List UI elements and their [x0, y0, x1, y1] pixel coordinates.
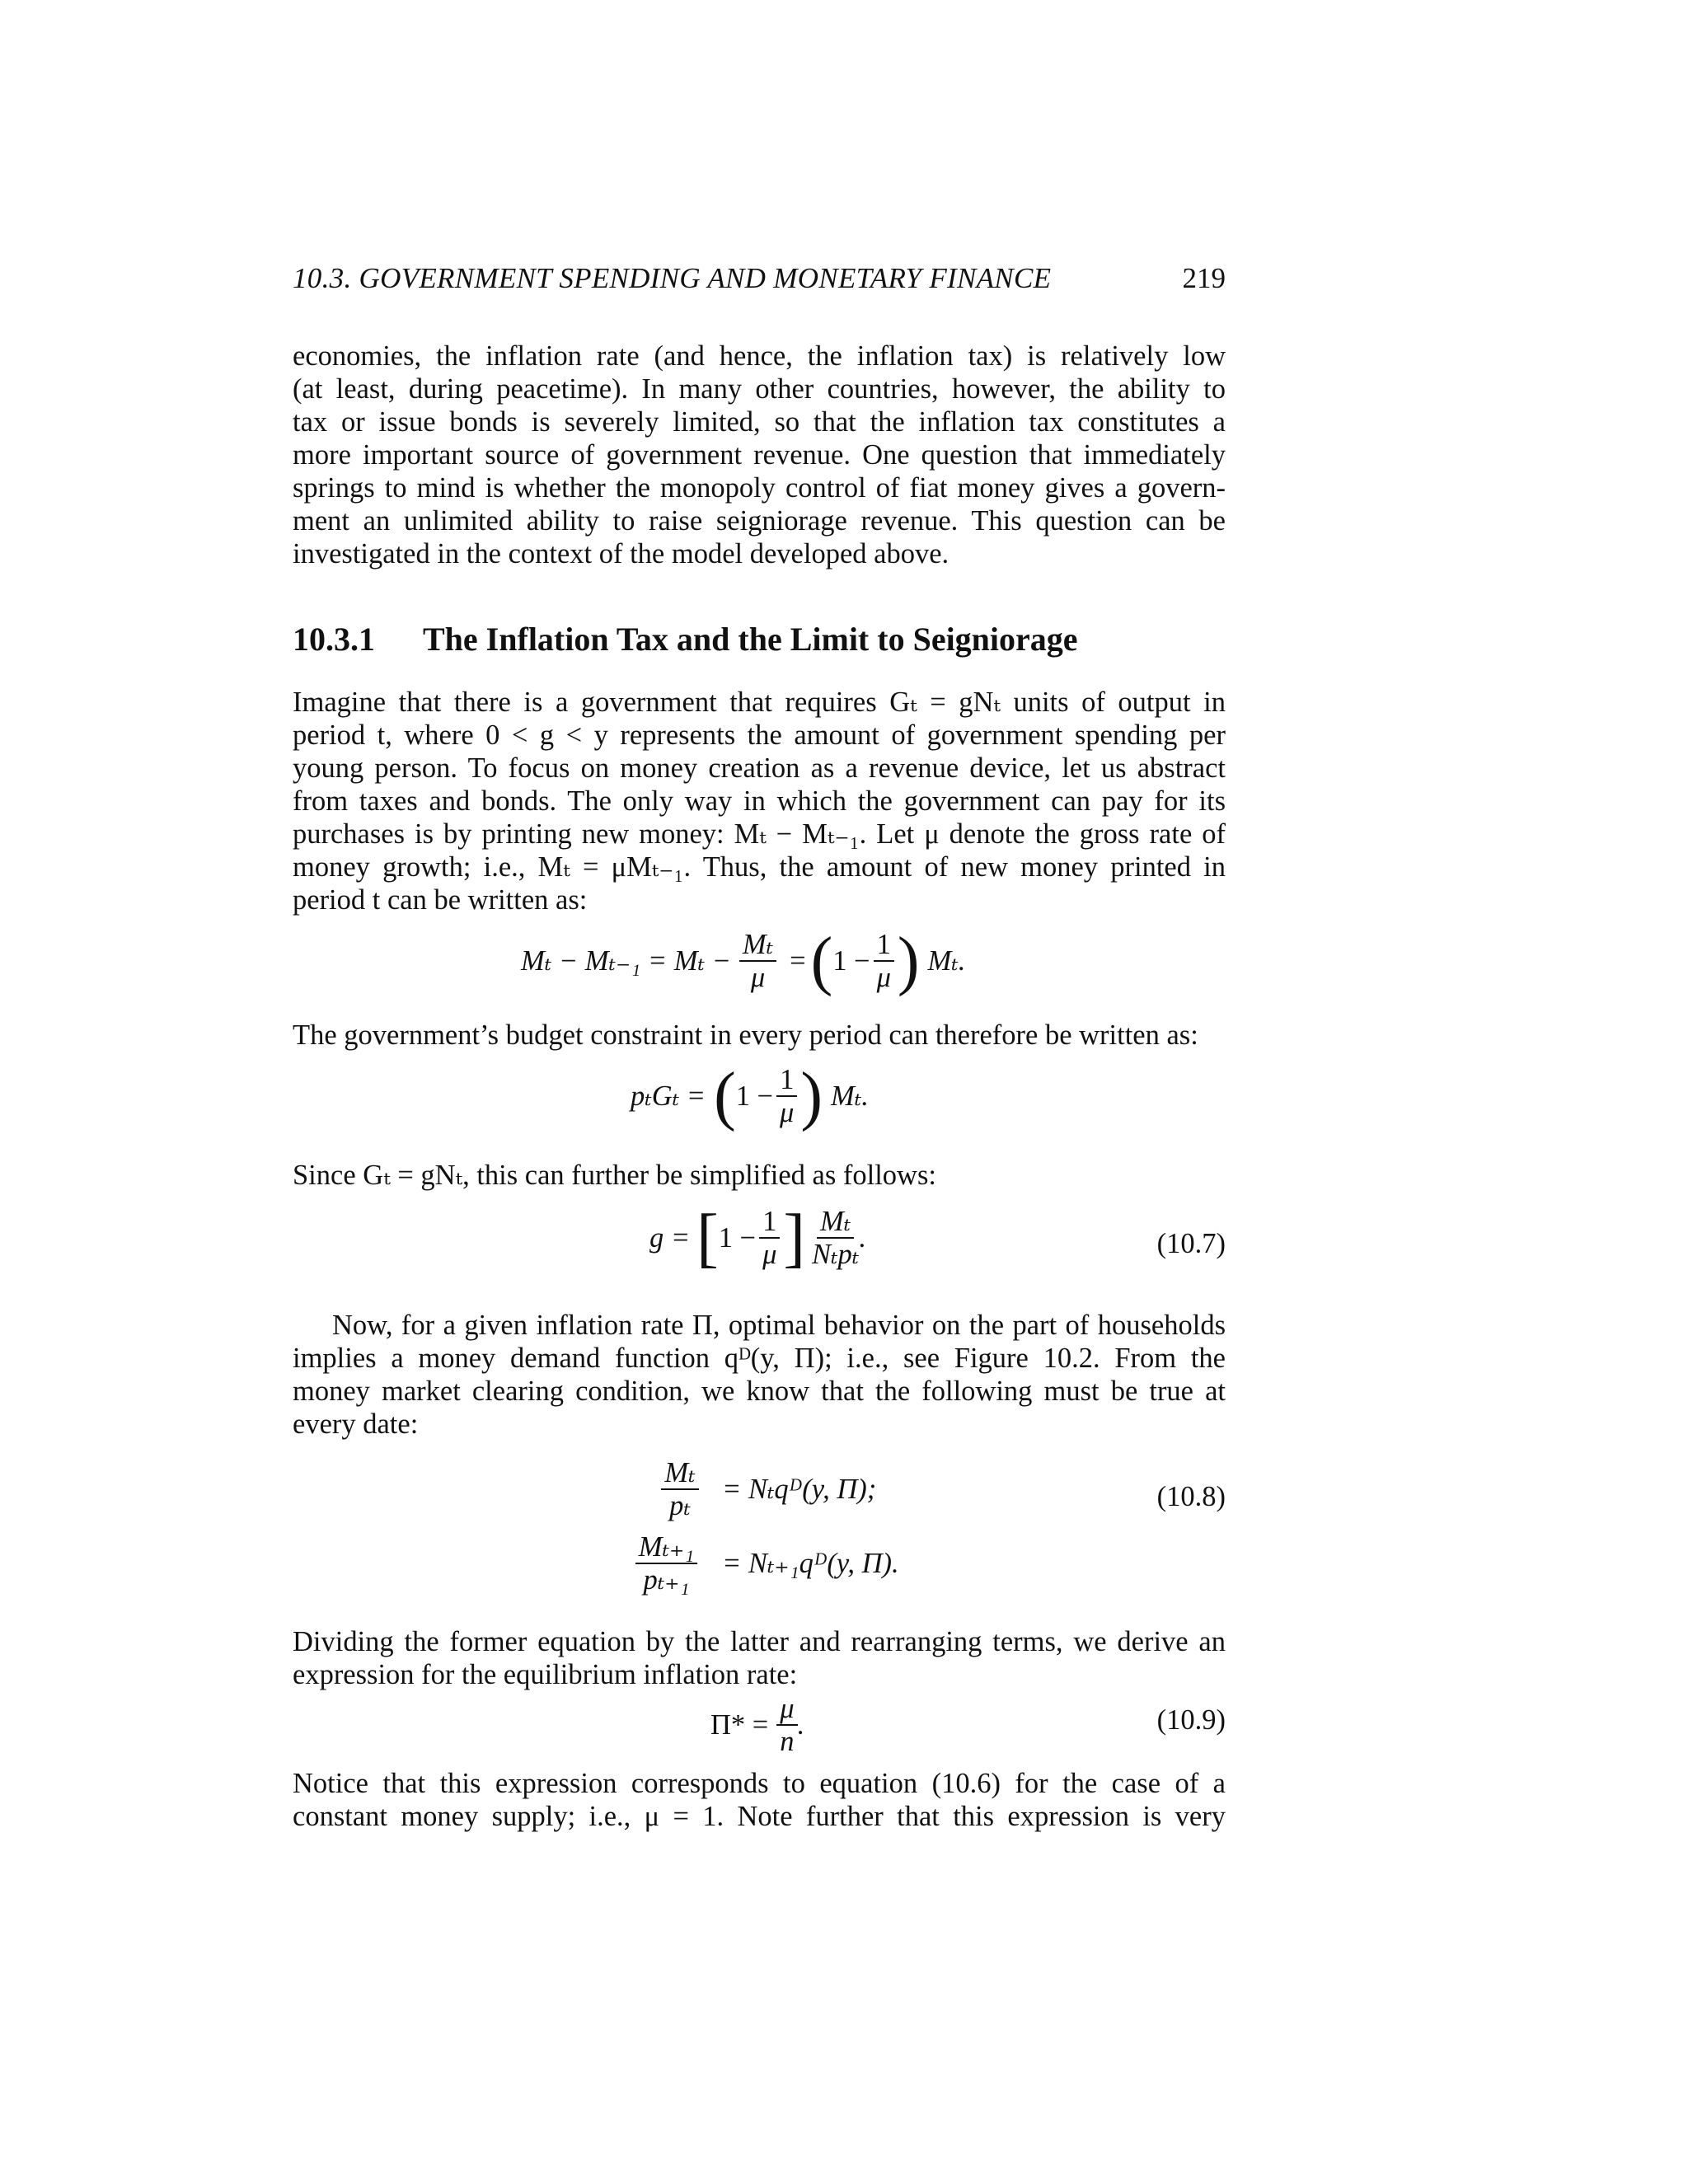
section-title: The Inflation Tax and the Limit to Seigniorage — [423, 621, 1078, 658]
equation-budget — [631, 1060, 869, 1132]
eq-inner-fraction — [759, 1206, 780, 1270]
text-line: economies, the inflation rate (and hence, the inflation tax) is relatively low — [293, 340, 1226, 372]
equation-number: (10.7) — [1156, 1228, 1226, 1259]
text-line: from taxes and bonds. The only way in which the government can pay for its — [293, 785, 1226, 817]
eq-numerator: Mₜ₊₁ — [635, 1531, 697, 1564]
eq-fraction — [812, 1206, 859, 1270]
text-line: young person. To focus on money creation as a revenue device, let us abstract — [293, 752, 1226, 784]
eq-lhs: Π* = — [710, 1708, 769, 1741]
text-line: money market clearing condition, we know that the following must be true at — [293, 1376, 1226, 1407]
eq-denominator: n — [780, 1726, 795, 1757]
equation-10-8a — [649, 1457, 876, 1521]
section-number: 10.3.1 — [293, 621, 375, 658]
section-heading — [293, 620, 1078, 658]
eq-tail: . — [797, 1708, 805, 1741]
eq-denominator: pₜ₊₁ — [643, 1564, 690, 1596]
text-line: implies a money demand function qᴰ(y, Π); i.e., see Figure 10.2. From the — [293, 1343, 1226, 1374]
eq-inner-numerator: 1 — [874, 929, 894, 962]
paragraph-setup — [293, 686, 1226, 916]
eq-numerator: Mₜ — [661, 1457, 698, 1490]
left-bracket-icon: [ — [696, 1202, 719, 1274]
paragraph-money-demand — [293, 1309, 1226, 1441]
equation-10-8b — [622, 1531, 899, 1596]
eq-one-minus: 1 − — [832, 944, 870, 977]
eq-denominator: μ — [750, 962, 766, 993]
page-number: 219 — [1182, 262, 1226, 294]
right-paren-icon: ) — [800, 1060, 823, 1132]
equation-new-money — [521, 925, 966, 997]
text-line: Since Gₜ = gNₜ, this can further be simplified as follows: — [293, 1160, 936, 1191]
eq-lhs: Mₜ − Mₜ₋₁ = Mₜ − — [521, 945, 731, 977]
text-line: expression for the equilibrium inflation rate: — [293, 1659, 798, 1690]
text-line: ment an unlimited ability to raise seigniorage revenue. This question can be — [293, 505, 1226, 537]
eq-lhs: g = — [649, 1221, 691, 1254]
paragraph-notice — [293, 1767, 1226, 1833]
eq-rhs: = Nₜ₊₁qᴰ(y, Π). — [722, 1548, 899, 1579]
eq-rhs: = Nₜqᴰ(y, Π); — [722, 1474, 877, 1505]
eq-fraction — [622, 1531, 710, 1596]
eq-inner-denominator: μ — [780, 1097, 795, 1128]
right-paren-icon: ) — [897, 925, 920, 997]
text-line: tax or issue bonds is severely limited, so that the inflation tax constitutes a — [293, 406, 1226, 438]
right-bracket-icon: ] — [783, 1202, 806, 1274]
equation-number: (10.9) — [1156, 1704, 1226, 1736]
paragraph-derive — [293, 1625, 1226, 1691]
text-line: period t can be written as: — [293, 884, 588, 916]
left-paren-icon: ( — [714, 1060, 736, 1132]
text-line: more important source of government revenue. One question that immediately — [293, 439, 1226, 471]
eq-inner-denominator: μ — [876, 962, 891, 993]
text-line: Imagine that there is a government that requires Gₜ = gNₜ units of output in — [293, 687, 1226, 718]
eq-denominator: pₜ — [669, 1490, 691, 1521]
paragraph-intro — [293, 340, 1226, 570]
eq-tail: Mₜ. — [927, 945, 966, 977]
eq-tail: . — [859, 1221, 866, 1254]
eq-fraction — [739, 929, 776, 993]
text-line: (at least, during peacetime). In many other countries, however, the ability to — [293, 373, 1226, 405]
text-line: every date: — [293, 1408, 419, 1440]
eq-inner-fraction — [776, 1064, 797, 1128]
paragraph-budget — [293, 1019, 1226, 1052]
eq-numerator: Mₜ — [739, 929, 776, 962]
left-paren-icon: ( — [810, 925, 833, 997]
text-line: period t, where 0 < g < y represents the amount of government spending per — [293, 719, 1226, 751]
text-line: springs to mind is whether the monopoly control of fiat money gives a govern- — [293, 472, 1226, 504]
equation-10-7 — [649, 1202, 866, 1274]
eq-one-minus: 1 − — [718, 1221, 757, 1254]
text-line: constant money supply; i.e., μ = 1. Note further that this expression is very — [293, 1801, 1226, 1832]
text-line: Now, for a given inflation rate Π, optimal behavior on the part of households — [332, 1310, 1226, 1341]
running-header — [293, 262, 1226, 298]
eq-one-minus: 1 − — [735, 1080, 774, 1112]
eq-fraction — [776, 1693, 797, 1757]
eq-inner-denominator: μ — [762, 1239, 777, 1270]
text-line: investigated in the context of the model developed above. — [293, 538, 950, 569]
eq-equals: = — [790, 944, 806, 977]
equation-10-9 — [710, 1693, 804, 1757]
eq-inner-fraction — [874, 929, 894, 993]
eq-denominator: Nₜpₜ — [812, 1239, 860, 1270]
text-line: Dividing the former equation by the latter and rearranging terms, we derive an — [293, 1626, 1226, 1657]
eq-fraction — [649, 1457, 710, 1521]
eq-inner-numerator: 1 — [776, 1064, 797, 1097]
eq-tail: Mₜ. — [830, 1080, 869, 1112]
text-line: money growth; i.e., Mₜ = μMₜ₋₁. Thus, the amount of new money printed in — [293, 851, 1226, 883]
text-line: Notice that this expression corresponds to equation (10.6) for the case of a — [293, 1768, 1226, 1799]
paragraph-simplify — [293, 1159, 1226, 1192]
eq-inner-numerator: 1 — [759, 1206, 780, 1239]
text-line: The government’s budget constraint in every period can therefore be written as: — [293, 1019, 1198, 1051]
equation-number: (10.8) — [1156, 1481, 1226, 1512]
eq-numerator: Mₜ — [817, 1206, 854, 1239]
text-line: purchases is by printing new money: Mₜ − Mₜ₋₁. Let μ denote the gross rate of — [293, 818, 1226, 850]
eq-numerator: μ — [776, 1693, 797, 1726]
running-title: 10.3. GOVERNMENT SPENDING AND MONETARY FINANCE — [293, 262, 1052, 294]
eq-lhs: pₜGₜ = — [631, 1080, 706, 1112]
